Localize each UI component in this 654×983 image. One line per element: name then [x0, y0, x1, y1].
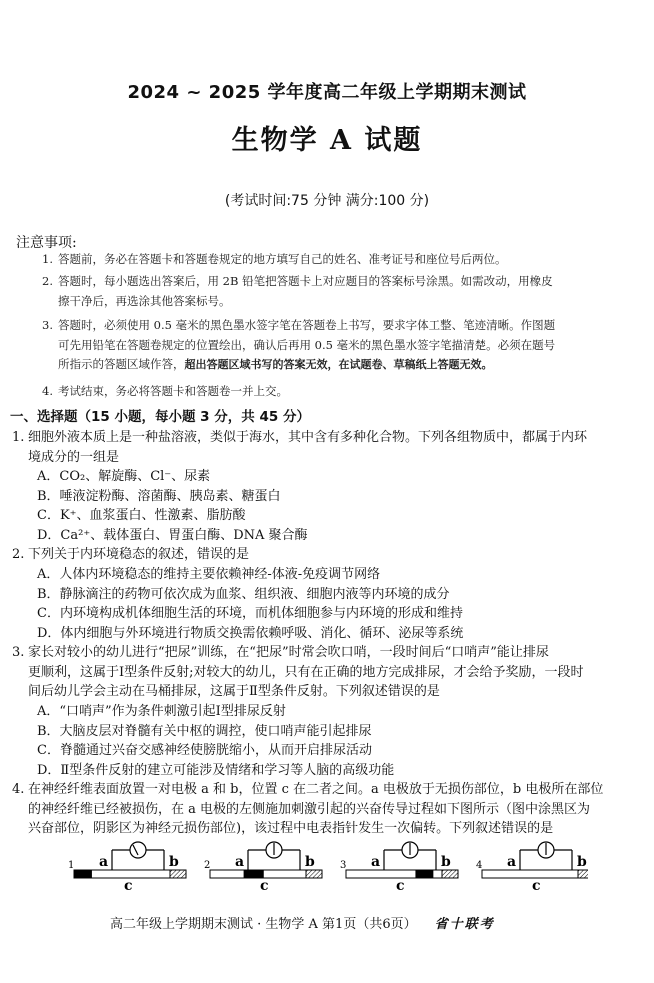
notice-bold-warning: 超出答题区域书写的答案无效，在试题卷、草稿纸上答题无效。: [184, 358, 493, 371]
footer-text: 高二年级上学期期末测试 · 生物学 A 第1页（共6页）: [110, 917, 417, 932]
electrode-b-label: b: [305, 854, 315, 870]
notice-plain-text: 所指示的答题区域作答，: [58, 357, 185, 371]
question-3-stem: [12, 643, 642, 702]
electrode-b-label: b: [577, 854, 587, 870]
option[interactable]: B．大脑皮层对脊髓有关中枢的调控，使口哨声能引起排尿: [37, 723, 372, 739]
stem-line: 境成分的一组是: [28, 449, 120, 465]
damaged-region: [306, 870, 322, 878]
question-1-options: [37, 467, 642, 545]
notice-item-text: 擦干净后，再选涂其他答案标号。: [58, 293, 231, 308]
question-number: 4.: [12, 782, 25, 797]
option[interactable]: A．人体内环境稳态的维持主要依赖神经-体液-免疫调节网络: [37, 567, 381, 582]
option[interactable]: D．体内细胞与外环境进行物质交换需依赖呼吸、消化、循环、泌尿等系统: [37, 625, 464, 641]
option[interactable]: B．唾液淀粉酶、溶菌酶、胰岛素、糖蛋白: [37, 488, 281, 504]
notice-item-number: 3.: [42, 318, 53, 332]
question-number: 1.: [12, 430, 25, 445]
position-c-label: c: [260, 878, 269, 894]
notice-item-1: [42, 250, 640, 270]
panel-number: 4: [476, 860, 483, 871]
excited-region: [74, 870, 92, 878]
notice-item-4: [42, 382, 640, 402]
question-2-options: [37, 565, 642, 643]
panel-number: 3: [340, 860, 347, 871]
nerve-fiber: [210, 870, 322, 878]
question-1-stem: [12, 428, 642, 467]
position-c-label: c: [396, 878, 405, 894]
electrode-a-label: a: [507, 854, 517, 870]
notice-item-text: 答题时，必须使用 0.5 毫米的黑色墨水签字笔在答题卷上书写，要求字体工整、笔迹清晰。作图题: [58, 318, 556, 332]
notice-item-text: 考试结束，务必将答题卡和答题卷一并上交。: [58, 384, 288, 398]
option[interactable]: C．内环境构成机体细胞生活的环境，而机体细胞参与内环境的形成和维持: [37, 606, 463, 622]
electrode-b-label: b: [169, 854, 179, 870]
question-2-stem: [12, 545, 642, 565]
brand-mark: 省十联考: [434, 917, 495, 932]
option[interactable]: A．CO₂、解旋酶、Cl⁻、尿素: [37, 469, 211, 484]
stem-line: 兴奋部位，阴影区为神经元损伤部位)，该过程中电表指针发生一次偏转。下列叙述错误的是: [28, 821, 554, 837]
question-4-stem: [12, 780, 642, 839]
option[interactable]: D．Ca²⁺、载体蛋白、胃蛋白酶、DNA 聚合酶: [37, 527, 308, 543]
galvanometer-icon: [130, 842, 146, 858]
subject-title: 生物学 A 试题: [231, 125, 423, 156]
damaged-region: [578, 870, 588, 878]
stem-line: 下列关于内环境稳态的叙述，错误的是: [28, 547, 250, 562]
stem-line: 细胞外液本质上是一种盐溶液，类似于海水，其中含有多种化合物。下列各组物质中，都属于内环: [28, 430, 588, 445]
notice-item-text: 答题时，每小题选出答案后，用 2B 铅笔把答题卡上对应题目的答案标号涂黑。如需改动，用橡皮: [58, 274, 553, 288]
electrode-b-label: b: [441, 854, 451, 870]
excited-region: [244, 870, 264, 878]
stem-line: 更顺利，这属于Ⅰ型条件反射;对较大的幼儿，只有在正确的地方完成排尿，才会给予奖励，一段时: [28, 664, 584, 680]
question-3-options: [37, 702, 642, 780]
position-c-label: c: [532, 878, 541, 894]
notice-item-text: 可先用铅笔在答题卷规定的位置绘出，确认后再用 0.5 毫米的黑色墨水签字笔描清楚。必须在题号: [58, 337, 556, 352]
stem-line: 的神经纤维已经被损伤，在 a 电极的左侧施加刺激引起的兴奋传导过程如下图所示（图中涂黑区为: [28, 801, 591, 817]
notice-item-number: 4.: [42, 384, 53, 398]
nerve-fiber: [346, 870, 458, 878]
notice-item-text: [58, 355, 640, 375]
notice-item-number: 2.: [42, 274, 53, 288]
option[interactable]: D．Ⅱ型条件反射的建立可能涉及情绪和学习等人脑的高级功能: [37, 762, 395, 778]
option[interactable]: B．静脉滴注的药物可依次成为血浆、组织液、细胞内液等内环境的成分: [37, 586, 450, 602]
stem-line: 在神经纤维表面放置一对电极 a 和 b，位置 c 在二者之间。a 电极放于无损伤部位，b 电极所在部位: [28, 782, 604, 797]
stem-line: 间后幼儿学会主动在马桶排尿，这属于Ⅱ型条件反射。下列叙述错误的是: [28, 684, 440, 700]
nerve-fiber-figure: [68, 838, 588, 896]
electrode-a-label: a: [235, 854, 245, 870]
stem-line: 家长对较小的幼儿进行“把尿”训练，在“把尿”时常会吹口哨，一段时间后“口哨声”能让排尿: [28, 645, 549, 660]
page-footer: [110, 913, 495, 932]
question-number: 2.: [12, 547, 25, 562]
notice-heading: 注意事项:: [16, 235, 77, 251]
notice-item-3: [42, 316, 640, 375]
nerve-fiber: [482, 870, 588, 878]
exam-title: 2024 ~ 2025 学年度高二年级上学期期末测试: [127, 82, 527, 103]
electrode-a-label: a: [99, 854, 109, 870]
exam-time-info: (考试时间:75 分钟 满分:100 分): [224, 193, 430, 209]
option[interactable]: C．脊髓通过兴奋交感神经使膀胱缩小，从而开启排尿活动: [37, 743, 372, 759]
position-c-label: c: [124, 878, 133, 894]
panel-number: 1: [68, 860, 75, 871]
notice-item-number: 1.: [42, 252, 53, 266]
option[interactable]: C．K⁺、血浆蛋白、性激素、脂肪酸: [37, 508, 246, 524]
electrode-a-label: a: [371, 854, 381, 870]
damaged-region: [170, 870, 186, 878]
damaged-region: [442, 870, 458, 878]
notice-item-2: [42, 272, 640, 311]
option[interactable]: A．“口哨声”作为条件刺激引起Ⅰ型排尿反射: [37, 704, 286, 719]
notice-item-text: 答题前，务必在答题卡和答题卷规定的地方填写自己的姓名、准考证号和座位号后两位。: [58, 252, 507, 266]
question-number: 3.: [12, 645, 25, 660]
excited-region: [415, 870, 433, 878]
section-title: 一、选择题（15 小题，每小题 3 分，共 45 分）: [10, 409, 310, 425]
panel-number: 2: [204, 860, 211, 871]
